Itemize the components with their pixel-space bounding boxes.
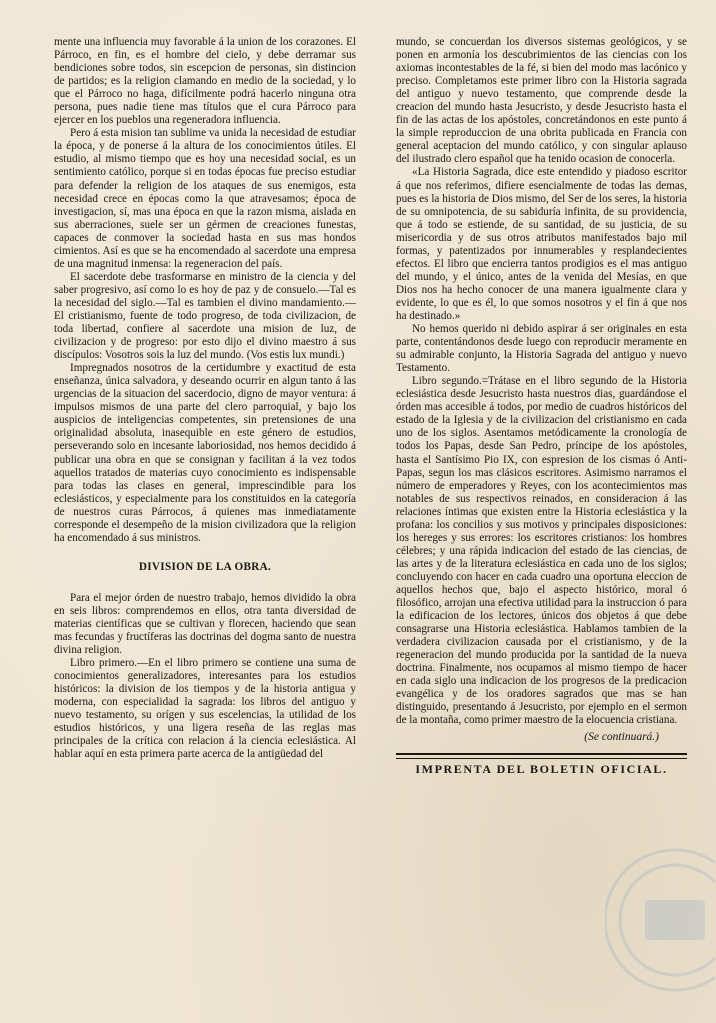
paragraph: Libro segundo.=Trátase en el libro segundo de la Historia eclesiástica desde Jesucristo hasta nuestros dias, guardándose el órden mas accesible á todos, por medio de cuadros históricos del estado de la Iglesia y de la civilizacion del cristianismo en cada uno de los siglos. Asentamos metódicamente la cronología de todos los Papas, desde San Pedro, príncipe de los apóstoles, hasta el Santísimo Pio IX, con espresion de los cismas ó Anti-Papas, segun los mas clásicos escritores. Asimismo narramos el número de emperadores y Reyes, con los acontecimientos mas notables de sus respectivos reinados, en consideracion á las relaciones íntimas que existen entre la Historia eclesiástica y la profana: los concilios y sus motivos y principales disposiciones: los hereges y sus errores: los escritores cristianos: los hombres célebres; y una rápida indicacion del estado de las ciencias, de las artes y de la literatura eclesiástica en cada uno de los siglos; concluyendo con hacer en cada cuadro una oportuna eleccion de aquellos hechos que, bajo el aspecto histórico, moral ó filosófico, arrojan una efectiva utilidad para la instruccion ó para la edificacion de los lectores, únicos dos objetos á que debe consagrarse una Historia eclesiástica. Hablamos tambien de la verdadera civilizacion causada por el cristianismo, y de la regeneracion del mundo producida por la santidad de la nueva doctrina. Finalmente, nos ocupamos al mismo tiempo de hacer en cada siglo una indicacion de los progresos de la predicacion evangélica y de los oradores sagrados que mas se han distinguido, presentando á Jesucristo, por ejemplo en el sermon de la montaña, como primer maestro de la elocuencia cristiana.	[396, 375, 687, 727]
paragraph: Libro primero.—En el libro primero se contiene una suma de conocimientos generalizadores, interesantes para los estudios históricos: la division de los tiempos y de la historia antigua y moderna, con especialidad la sagrada: los libros del antiguo y nuevo testamento, su orígen y sus escelencias, la utilidad de los estudios históricos, y una ligera reseña de las reglas mas principales de la crítica con relacion á la ciencia eclesiástica. Al hablar aquí en esta primera parte acerca de la antigüedad del	[54, 657, 356, 761]
double-rule-divider	[396, 753, 687, 759]
left-column	[54, 36, 356, 761]
paragraph: mundo, se concuerdan los diversos sistemas geológicos, y se ponen en armonía los descubrimientos de las ciencias con los axiomas incontestables de la fé, si bien del modo mas lacónico y preciso. Completamos este primer libro con la Historia sagrada del antiguo y nuevo testamento, que comprende desde la creacion del mundo hasta Jesucristo, y desde Jesucristo hasta el fin de las actas de los apóstoles, concretándonos en este punto á la simple reproduccion de una obrita publicada en Francia con general aceptacion del mundo católico, y con singular aplauso del ilustrado clero español que ha tenido ocasion de conocerla.	[396, 36, 687, 166]
printer-imprint: IMPRENTA DEL BOLETIN OFICIAL.	[415, 761, 668, 776]
paragraph: Para el mejor órden de nuestro trabajo, hemos dividido la obra en seis libros: comprendemos en ellos, otra tanta diversidad de materias científicas que se cultivan y florecen, haciendo que sean mas fecundas y fructíferas las doctrinas del dogma santo de nuestra divina religion.	[54, 591, 356, 657]
paragraph: Impregnados nosotros de la certidumbre y exactitud de esta enseñanza, única salvadora, y deseando ocurrir en algun tanto á las urgencias de la situacion del sacerdocio, digno de mayor ventura: á impulsos mismos de una parte del clero parroquial, y bajo los auspicios de inteligencias competentes, sin pretensiones de una originalidad absoluta, inasequible en este género de estudios, perseverando solo en incesante laboriosidad, nos hemos decidido á publicar una obra en que se consignan y facilitan á la vez todos aquellos tratados de materias cuyo conocimiento es indispensable para todas las clases en general, imprescindible para los eclesiásticos, y especialmente para los constituidos en la categoría de nuestros curas Párrocos, á quienes mas inmediatamente corresponde el desempeño de la mision civilizadora que la religion ha encomendado á sus ministros.	[54, 362, 356, 544]
paragraph: Pero á esta mision tan sublime va unida la necesidad de estudiar la época, y de ponerse á la altura de los conocimientos útiles. El estudio, al mismo tiempo que es hoy una necesidad social, es un sentimiento católico, porque si en todas épocas fue preciso estudiar para defender la religion de los ataques de sus enemigos, esta necesidad crece en épocas como la que atravesamos; época de investigacion, sí, mas una época en que la razon misma, aislada en sus aberraciones, suele ser un gérmen de creaciones funestas, capaces de conmover la sociedad hasta en sus mas hondos cimientos. Así es que se ha encomendado al sacerdote una empresa de una magnitud inmensa: la regeneracion del país.	[54, 127, 356, 270]
section-heading: DIVISION DE LA OBRA.	[138, 560, 272, 573]
paragraph: mente una influencia muy favorable á la union de los corazones. El Párroco, en fin, es el hombre del cielo, y debe derramar sus bendiciones sobre todos, sin escepcion de personas, sin distincion de partidos; es la religion clamando en medio de la sociedad, y lo que el Párroco no haga, difícilmente podrá hacerlo ninguna otra persona, pues nadie tiene mas títulos que el cura Párroco para ejercer en los pueblos una regeneradora influencia.	[54, 36, 356, 127]
right-column	[396, 36, 687, 776]
paragraph: El sacerdote debe trasformarse en ministro de la ciencia y del saber progresivo, así como lo es hoy de paz y de consuelo.—Tal es la necesidad del siglo.—Tal es tambien el divino mandamiento.—El cristianismo, fuente de todo progreso, de toda civilizacion, de toda libertad, confiere al sacerdote una mision de luz, de civilizacion y de progreso: por esto dijo el divino maestro á sus discípulos: Vosotros sois la luz del mundo. (Vos estis lux mundi.)	[54, 270, 356, 362]
paragraph: «La Historia Sagrada, dice este entendido y piadoso escritor á que nos referimos, difiere esencialmente de todas las demas, pues es la historia de Dios mismo, del Ser de los seres, la historia de su omnipotencia, de su sabiduría infinita, de su providencia, que á todo se estiende, de su santidad, de su justicia, de su misericordia y de sus otros atributos manifestados bajo mil formas, y patentizados por innumerables y resplandecientes efectos. El libro que encierra tantos prodigios es el mas antiguo del mundo, y el único, antes de la venida del Mesías, en que Dios nos ha hecho conocer de una manera igualmente clara y evidente, lo que es él, lo que somos nosotros y el fin á que nos ha destinado.»	[396, 166, 687, 322]
continuation-note: (Se continuará.)	[584, 731, 659, 744]
paragraph: No hemos querido ni debido aspirar á ser originales en esta parte, contentándonos desde luego con reproducir meramente en su admirable conjunto, la Historia Sagrada del antiguo y nuevo Testamento.	[396, 323, 687, 375]
library-seal-watermark-icon	[605, 820, 715, 1020]
